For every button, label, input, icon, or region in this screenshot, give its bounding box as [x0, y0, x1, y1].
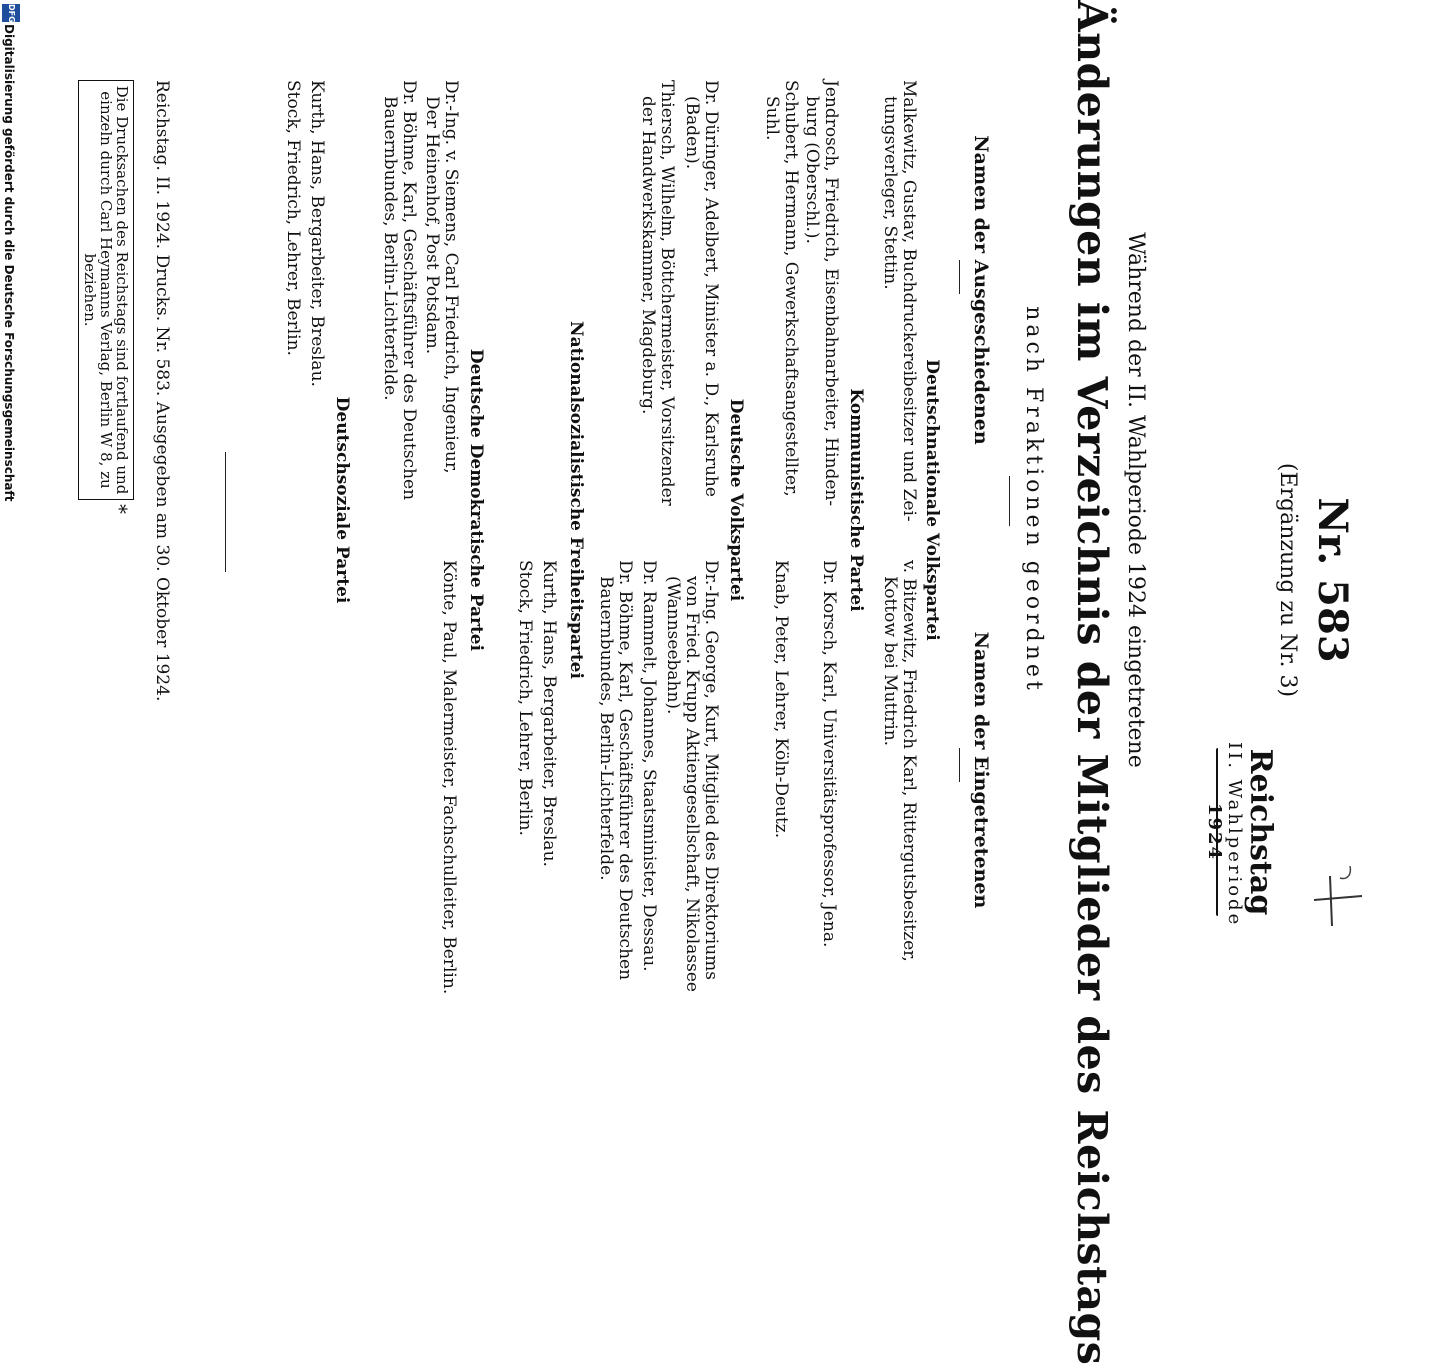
member-entry: Dr. Rammelt, Johannes, Staatsminister, Dessau. — [639, 560, 659, 972]
column-heading-joined: Namen der Eingetretenen — [970, 631, 992, 909]
document-supplement: (Ergänzung zu Nr. 3) — [1275, 462, 1300, 698]
party-heading: Deutsche Volkspartei — [726, 398, 746, 602]
reichstag-year: 1924 — [1204, 802, 1225, 862]
party-heading: Nationalsozialistische Freiheitspartei — [566, 321, 586, 679]
member-entry: Dr. Böhme, Karl, Geschäftsführer des Deutschen Bauernbundes, Berlin-Lichterfelde. — [596, 560, 635, 981]
reichstag-header — [1204, 742, 1278, 928]
member-entry: Könte, Paul, Malermeister, Fachschulleiter, Berlin. — [439, 560, 459, 995]
column-rule-left — [959, 260, 960, 294]
footer-rule — [225, 452, 226, 572]
reichstag-title: Reichstag — [1243, 748, 1278, 916]
member-entry: Stock, Friedrich, Lehrer, Berlin. — [283, 80, 303, 356]
member-entry: Schubert, Hermann, Gewerkschaftsangestellter, Suhl. — [762, 80, 801, 497]
member-entry: Thiersch, Wilhelm, Böttchermeister, Vorsitzender der Handwerkskammer, Magdeburg. — [638, 80, 677, 506]
party-heading: Kommunistische Partei — [846, 388, 866, 612]
member-entry: v. Bitzewitz, Friedrich Karl, Rittergutsbesitzer, Kottow bei Muttrin. — [880, 560, 919, 962]
member-entry: Dr.-Ing. v. Siemens, Carl Friedrich, Ingenieur, Der Heinenhof, Post Potsdam. — [422, 80, 461, 474]
digitization-credit: Digitalisierung gefördert durch die Deutsche Forschungsgemeinschaft — [2, 24, 16, 502]
dfg-logo: DFG — [2, 4, 20, 22]
member-entry: Kurth, Hans, Bergarbeiter, Breslau. — [539, 560, 559, 867]
column-heading-departed: Namen der Ausgeschiedenen — [970, 135, 992, 445]
member-entry: Malkewitz, Gustav, Buchdruckereibesitzer und Zei- tungsverleger, Stettin. — [880, 80, 919, 522]
page-title: Änderungen im Verzeichnis der Mitglieder des Reichstags — [1068, 0, 1116, 1365]
member-entry: Dr. Korsch, Karl, Universitätsprofessor, Jena. — [819, 560, 839, 948]
document-number: Nr. 583 — [1309, 497, 1356, 663]
pencil-mark — [1310, 866, 1370, 936]
member-entry: Knab, Peter, Lehrer, Köln-Deutz. — [771, 560, 791, 839]
member-entry: Jendrosch, Friedrich, Eisenbahnarbeiter, Hinden- burg (Oberschl.). — [802, 80, 841, 507]
member-entry: Kurth, Hans, Bergarbeiter, Breslau. — [307, 80, 327, 387]
party-heading: Deutschsoziale Partei — [332, 396, 352, 604]
imprint-line: Reichstag. II. 1924. Drucks. Nr. 583. Ausgegeben am 30. Oktober 1924. — [152, 80, 172, 702]
party-heading: Deutsche Demokratische Partei — [466, 348, 486, 652]
intro-line: Während der II. Wahlperiode 1924 eingetretene — [1123, 232, 1148, 768]
member-entry: Dr.-Ing. George, Kurt, Mitglied des Direktoriums von Fried. Krupp Aktiengesellschaft, Nikolassee (Wannseebahn). — [663, 560, 721, 992]
reichstag-period: II. Wahlperiode — [1224, 742, 1245, 928]
member-entry: Dr. Düringer, Adelbert, Minister a. D., Karlsruhe (Baden). — [682, 80, 721, 497]
footnote-mark: * — [108, 504, 132, 514]
page-subtitle: nach Fraktionen geordnet — [1021, 306, 1046, 694]
header-rule — [1216, 748, 1218, 916]
member-entry: Dr. Böhme, Karl, Geschäftsführer des Deutschen Bauernbundes, Berlin-Lichterfelde. — [380, 80, 419, 501]
column-rule-right — [959, 748, 960, 782]
center-rule — [1009, 476, 1010, 526]
member-entry: Stock, Friedrich, Lehrer, Berlin. — [515, 560, 535, 836]
party-heading: Deutschnationale Volkspartei — [922, 359, 942, 641]
footnote-box: Die Drucksachen des Reichstags sind fortlaufend und einzeln durch Carl Heymanns Verlag, Berlin W 8, zu beziehen. — [78, 80, 134, 500]
